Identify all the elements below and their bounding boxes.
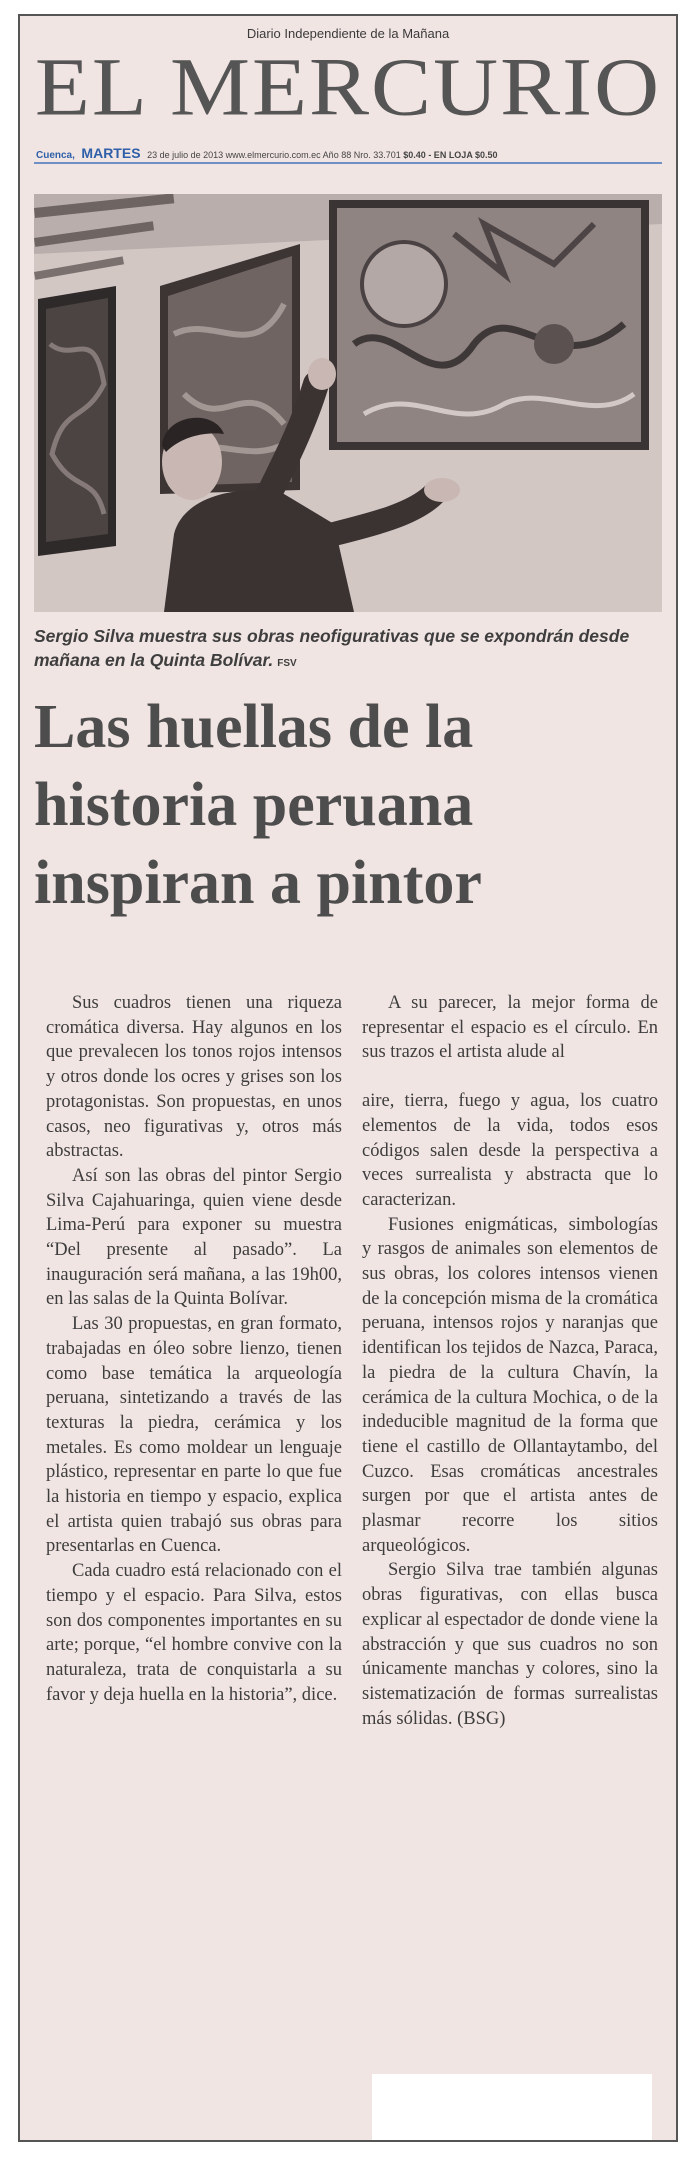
paragraph: Sergio Silva trae también algunas obras figurativas, con ellas busca explicar al espectador de donde viene la abstracción y que sus cuadros no son únicamente manchas y colores, sino la sistematización de formas surrealistas más sólidas. (BSG) bbox=[362, 1560, 658, 1729]
dateline-date: 23 de julio de 2013 bbox=[147, 150, 224, 160]
paragraph: Cada cuadro está relacionado con el tiempo y el espacio. Para Silva, estos son dos componentes importantes en su arte; porque, “el hombre convive con la naturaleza, trata de conquistarla a su favor y deja huella en la historia”, dice. bbox=[46, 1561, 342, 1705]
headline-line-2: historia peruana bbox=[34, 771, 474, 839]
caption-text: Sergio Silva muestra sus obras neofigurativas que se expondrán desde mañana en la Quinta Bolívar. bbox=[34, 626, 630, 670]
article-photo bbox=[34, 194, 662, 612]
dateline-price: $0.40 bbox=[403, 150, 426, 160]
photo-caption bbox=[34, 624, 662, 676]
photo-illustration bbox=[34, 194, 662, 612]
dateline-day: MARTES bbox=[81, 145, 141, 161]
dateline bbox=[36, 145, 666, 161]
dateline-city: Cuenca, bbox=[36, 150, 75, 161]
headline-line-3: inspiran a pintor bbox=[34, 849, 482, 917]
body-column-left bbox=[46, 991, 342, 1707]
masthead-rule bbox=[34, 162, 662, 164]
paragraph: A su parecer, la mejor forma de representar el espacio es el círculo. En sus trazos el artista alude al bbox=[362, 993, 658, 1063]
body-column-right bbox=[362, 991, 658, 1731]
newspaper-name: EL MERCURIO bbox=[34, 42, 662, 134]
masthead bbox=[20, 16, 676, 166]
masthead-tagline: Diario Independiente de la Mañana bbox=[246, 26, 450, 41]
photo-credit: FSV bbox=[277, 658, 297, 669]
paragraph: Sus cuadros tienen una riqueza cromática diversa. Hay algunos en los que prevalecen los tonos rojos intensos y otros donde los ocres y grises son los protagonistas. Son propuestas, en unos casos, neo figurativas y, otros más abstractas. bbox=[46, 993, 342, 1162]
paragraph: Así son las obras del pintor Sergio Silva Cajahuaringa, quien viene desde Lima-Perú para exponer su muestra “Del presente al pasado”. La inauguración será mañana, a las 19h00, en las salas de la Quinta Bolívar. bbox=[46, 1165, 342, 1310]
newspaper-clipping bbox=[18, 14, 678, 2142]
dateline-details: www.elmercurio.com.ec Año 88 Nro. 33.701 bbox=[225, 150, 401, 160]
paragraph: Las 30 propuestas, en gran formato, trabajadas en óleo sobre lienzo, tienen como base temática la arqueología peruana, sintetizando a través de las texturas la piedra, cerámica y los metales. Es como moldear un lenguaje plástico, representar en parte lo que fue la historia en tiempo y espacio, explica el artista quien trabajó sus obras para presentarlas en Cuenca. bbox=[46, 1314, 342, 1557]
headline-line-1: Las huellas de la bbox=[34, 693, 474, 761]
paragraph: Fusiones enigmáticas, simbologías y rasgos de animales son elementos de sus obras, los colores intensos vienen de la concepción misma de la cromática peruana, intensos rojos y naranjas que identifican los tejidos de Nazca, Paraca, la piedra de la cultura Chavín, la cerámica de la cultura Mochica, o de la indeducible magnitud de la forma que tiene el castillo de Ollantaytambo, del Cuzco. Esas cromáticas ancestrales surgen por que el artista antes de plasmar recorre los sitios arqueológicos. bbox=[362, 1214, 658, 1556]
blank-area bbox=[372, 2074, 652, 2140]
dateline-price-loja: - EN LOJA $0.50 bbox=[428, 150, 498, 160]
article-headline bbox=[34, 688, 674, 922]
paragraph-continued: aire, tierra, fuego y agua, los cuatro elementos de la vida, todos esos códigos salen desde la perspectiva a veces surrealista y abstracta que lo caracterizan. bbox=[362, 1091, 658, 1210]
